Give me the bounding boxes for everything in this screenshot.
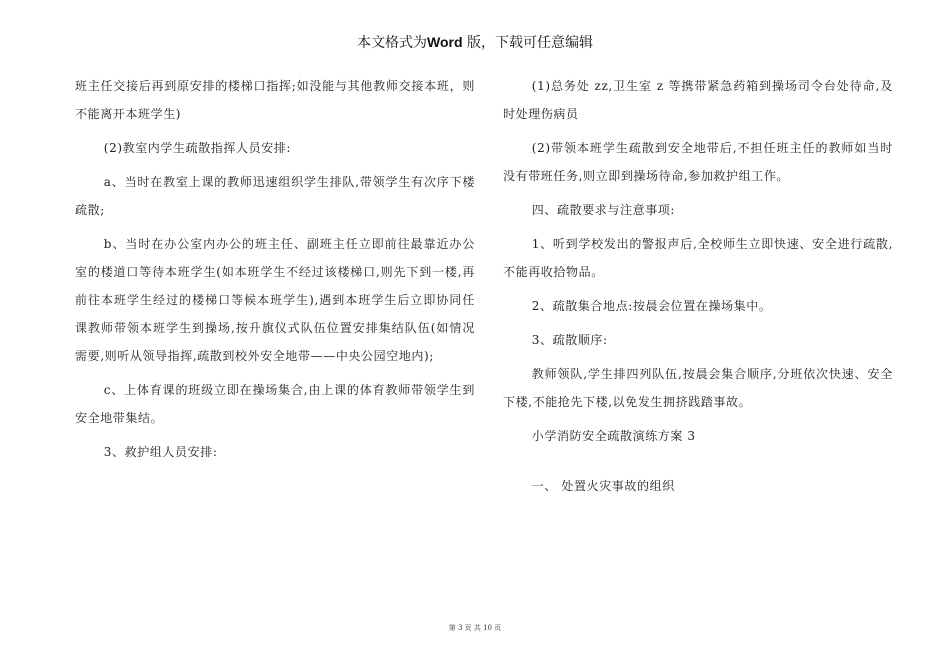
right-paragraph: (1)总务处 zz,卫生室 z 等携带紧急药箱到操场司令台处待命,及时处理伤病员 bbox=[503, 79, 893, 121]
left-paragraph: 班主任交接后再到原安排的楼梯口指挥;如没能与其他教师交接本班，则不能离开本班学生) bbox=[75, 79, 475, 121]
right-paragraph: 2、疏散集合地点:按晨会位置在操场集中。 bbox=[531, 299, 772, 313]
right-paragraph: 1、听到学校发出的警报声后,全校师生立即快速、安全进行疏散,不能再收拾物品。 bbox=[503, 237, 893, 279]
header-prefix: 本文格式为 bbox=[357, 35, 428, 51]
right-paragraph: (2)带领本班学生疏散到安全地带后,不担任班主任的教师如当时没有带班任务,则立即到操场待命,参加救护组工作。 bbox=[503, 141, 893, 183]
right-column bbox=[503, 72, 893, 506]
left-paragraph: 3、救护组人员安排: bbox=[103, 445, 218, 459]
header-word: Word bbox=[427, 34, 463, 50]
left-paragraph: a、当时在教室上课的教师迅速组织学生排队,带领学生有次序下楼疏散; bbox=[75, 175, 475, 217]
right-paragraph: 教师领队,学生排四列队伍,按晨会集合顺序,分班依次快速、安全下楼,不能抢先下楼,以免发生拥挤践踏事故。 bbox=[503, 367, 893, 409]
section-heading: 四、疏散要求与注意事项: bbox=[531, 203, 676, 217]
left-paragraph: b、当时在办公室内办公的班主任、副班主任立即前往最靠近办公室的楼道口等待本班学生(如本班学生不经过该楼梯口,则先下到一楼,再前往本班学生经过的楼梯口等候本班学生),遇到本班学生后立即协同任课教师带领本班学生到操场,按升旗仪式队伍位置安排集结队伍(如情况需要,则听从领导指挥,疏散到校外安全地带——中央公园空地内); bbox=[75, 237, 475, 363]
header-suffix: 版，下载可任意编辑 bbox=[462, 35, 593, 51]
document-title: 小学消防安全疏散演练方案 3 bbox=[531, 429, 696, 443]
left-paragraph: (2)教室内学生疏散指挥人员安排: bbox=[103, 141, 292, 155]
left-column bbox=[75, 72, 475, 472]
section-heading: 一、 处置火灾事故的组织 bbox=[531, 479, 675, 493]
page-header bbox=[0, 32, 950, 52]
right-paragraph: 3、疏散顺序: bbox=[531, 333, 608, 347]
page-footer: 第 3 页 共 10 页 bbox=[448, 624, 502, 632]
left-paragraph: c、上体育课的班级立即在操场集合,由上课的体育教师带领学生到安全地带集结。 bbox=[75, 383, 475, 425]
